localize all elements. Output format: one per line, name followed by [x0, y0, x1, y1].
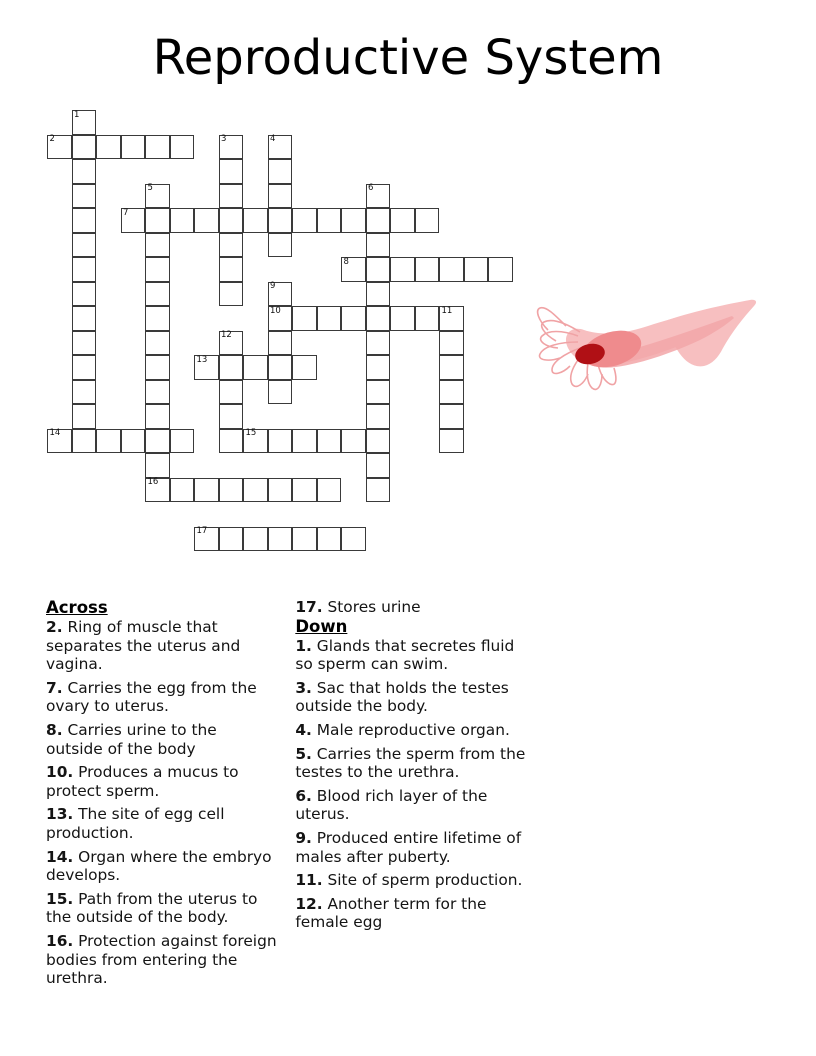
crossword-cell[interactable]: [317, 527, 342, 552]
crossword-cell[interactable]: [72, 233, 97, 258]
clue-across-14: [46, 848, 277, 885]
clue-text: Produced entire lifetime of males after puberty.: [295, 828, 522, 866]
crossword-cell[interactable]: [219, 478, 244, 503]
clue-down-12: [295, 895, 526, 932]
crossword-cell[interactable]: [170, 478, 195, 503]
crossword-cell[interactable]: [145, 208, 170, 233]
clue-text: Stores urine: [322, 598, 421, 616]
crossword-cell[interactable]: [243, 527, 268, 552]
across-heading: Across: [46, 598, 108, 617]
crossword-cell[interactable]: [72, 257, 97, 282]
crossword-cell[interactable]: [121, 208, 146, 233]
crossword-cell-number: 5: [147, 183, 153, 193]
crossword-cell[interactable]: [415, 257, 440, 282]
crossword-cell[interactable]: [72, 331, 97, 356]
crossword-cell-number: 13: [196, 354, 208, 365]
crossword-cell[interactable]: [268, 184, 293, 209]
clue-number: 12.: [295, 894, 323, 913]
crossword-cell[interactable]: [268, 282, 293, 307]
clues-container: [46, 598, 776, 998]
clue-text: Male reproductive organ.: [311, 720, 510, 739]
clue-number: 13.: [46, 805, 74, 824]
clue-across-2: [46, 618, 277, 674]
clue-text: Produces a mucus to protect sperm.: [46, 763, 239, 800]
crossword-cell[interactable]: [439, 306, 464, 331]
down-clue-list: [295, 637, 526, 932]
crossword-cell[interactable]: [268, 331, 293, 356]
crossword-cell[interactable]: [268, 135, 293, 160]
crossword-cell[interactable]: [72, 135, 97, 160]
clue-down-6: [295, 787, 526, 824]
crossword-cell[interactable]: [72, 404, 97, 429]
crossword-cell[interactable]: [219, 404, 244, 429]
crossword-cell-number: 11: [441, 305, 453, 316]
clue-text: Path from the uterus to the outside of the body.: [46, 889, 258, 927]
clue-number: 10.: [46, 763, 74, 782]
crossword-grid[interactable]: [47, 110, 527, 570]
crossword-cell[interactable]: [219, 135, 244, 160]
crossword-cell[interactable]: [243, 355, 268, 380]
crossword-cell[interactable]: [415, 306, 440, 331]
crossword-cell[interactable]: [390, 306, 415, 331]
clue-across-17: [295, 598, 526, 617]
clue-number: 7.: [46, 678, 63, 697]
clue-number: 11.: [295, 871, 323, 890]
crossword-cell[interactable]: [366, 404, 391, 429]
crossword-cell[interactable]: [219, 159, 244, 184]
crossword-cell[interactable]: [341, 527, 366, 552]
clue-number: 14.: [46, 847, 74, 866]
crossword-cell[interactable]: [488, 257, 513, 282]
clue-number: 8.: [46, 720, 63, 739]
clue-down-11: [295, 871, 526, 890]
page-title: Reproductive System: [152, 30, 664, 86]
crossword-cell[interactable]: [366, 478, 391, 503]
crossword-cell[interactable]: [219, 233, 244, 258]
clue-text: Blood rich layer of the uterus.: [295, 786, 488, 824]
clue-text: Another term for the female egg: [295, 894, 487, 932]
crossword-cell[interactable]: [145, 257, 170, 282]
crossword-cell[interactable]: [145, 429, 170, 454]
clue-text: Carries the sperm from the testes to the urethra.: [295, 744, 526, 782]
crossword-cell[interactable]: [268, 159, 293, 184]
crossword-cell[interactable]: [292, 478, 317, 503]
crossword-cell[interactable]: [170, 208, 195, 233]
crossword-cell[interactable]: [170, 429, 195, 454]
crossword-cell[interactable]: [268, 429, 293, 454]
crossword-cell[interactable]: [439, 257, 464, 282]
crossword-cell[interactable]: [96, 429, 121, 454]
crossword-cell[interactable]: [439, 331, 464, 356]
crossword-cell[interactable]: [317, 478, 342, 503]
crossword-cell[interactable]: [268, 527, 293, 552]
crossword-cell[interactable]: [145, 355, 170, 380]
crossword-cell[interactable]: [145, 184, 170, 209]
crossword-cell[interactable]: [145, 331, 170, 356]
clue-down-9: [295, 829, 526, 866]
clue-text: Organ where the embryo develops.: [46, 847, 272, 885]
crossword-cell[interactable]: [341, 306, 366, 331]
clue-down-1: [295, 637, 526, 674]
crossword-cell-number: 9: [270, 281, 276, 291]
clue-number: 16.: [46, 931, 74, 950]
crossword-cell[interactable]: [72, 429, 97, 454]
clue-text: Sac that holds the testes outside the body.: [295, 678, 509, 716]
crossword-cell-number: 14: [49, 428, 61, 438]
crossword-cell[interactable]: [268, 380, 293, 405]
crossword-cell-number: 4: [270, 134, 276, 144]
crossword-cell[interactable]: [145, 135, 170, 160]
crossword-cell[interactable]: [219, 184, 244, 209]
crossword-cell[interactable]: [439, 429, 464, 454]
crossword-cell[interactable]: [219, 208, 244, 233]
crossword-cell[interactable]: [366, 282, 391, 307]
crossword-cell-number: 15: [245, 428, 257, 438]
crossword-cell[interactable]: [243, 478, 268, 503]
crossword-cell[interactable]: [366, 184, 391, 209]
crossword-cell[interactable]: [390, 257, 415, 282]
crossword-cell-number: 6: [368, 183, 374, 193]
crossword-cell[interactable]: [219, 355, 244, 380]
clue-across-8: [46, 721, 277, 758]
crossword-cell[interactable]: [366, 233, 391, 258]
clue-number: 2.: [46, 618, 63, 636]
clue-down-4: [295, 721, 526, 740]
crossword-cell[interactable]: [341, 257, 366, 282]
clue-text: Site of sperm production.: [322, 871, 523, 890]
crossword-cell[interactable]: [366, 380, 391, 405]
ovary-fallopian-tube-illustration: [518, 292, 758, 397]
clue-across-16: [46, 932, 277, 988]
crossword-cell[interactable]: [366, 257, 391, 282]
crossword-cell-number: 7: [123, 207, 129, 218]
crossword-cell[interactable]: [268, 306, 293, 331]
crossword-cell[interactable]: [366, 453, 391, 478]
crossword-cell[interactable]: [72, 282, 97, 307]
crossword-cell-number: 17: [196, 526, 208, 536]
crossword-cell[interactable]: [194, 208, 219, 233]
crossword-cell[interactable]: [219, 282, 244, 307]
clue-number: 15.: [46, 889, 74, 908]
clue-number: 1.: [295, 636, 312, 655]
crossword-cell[interactable]: [317, 306, 342, 331]
crossword-cell[interactable]: [72, 208, 97, 233]
crossword-cell[interactable]: [72, 355, 97, 380]
crossword-cell[interactable]: [292, 208, 317, 233]
crossword-cell[interactable]: [72, 306, 97, 331]
crossword-cell[interactable]: [366, 355, 391, 380]
clue-across-7: [46, 679, 277, 716]
down-heading: Down: [295, 616, 348, 636]
crossword-cell[interactable]: [145, 282, 170, 307]
clue-text: Carries urine to the outside of the body: [46, 720, 217, 758]
clue-down-5: [295, 745, 526, 782]
crossword-cell[interactable]: [366, 208, 391, 233]
crossword-cell[interactable]: [439, 380, 464, 405]
crossword-cell[interactable]: [268, 233, 293, 258]
crossword-cell[interactable]: [292, 527, 317, 552]
crossword-cell[interactable]: [219, 380, 244, 405]
crossword-cell[interactable]: [219, 527, 244, 552]
crossword-cell[interactable]: [366, 306, 391, 331]
crossword-cell-number: 12: [221, 330, 232, 340]
crossword-cell[interactable]: [317, 429, 342, 454]
crossword-cell[interactable]: [317, 208, 342, 233]
crossword-cell[interactable]: [121, 429, 146, 454]
crossword-cell[interactable]: [72, 380, 97, 405]
crossword-cell[interactable]: [243, 208, 268, 233]
crossword-cell[interactable]: [341, 208, 366, 233]
crossword-cell[interactable]: [219, 257, 244, 282]
clue-down-3: [295, 679, 526, 716]
crossword-cell[interactable]: [72, 159, 97, 184]
crossword-cell-number: 16: [147, 477, 159, 487]
crossword-cell[interactable]: [219, 429, 244, 454]
crossword-cell[interactable]: [292, 429, 317, 454]
crossword-cell[interactable]: [439, 404, 464, 429]
crossword-cell[interactable]: [96, 135, 121, 160]
crossword-cell-number: 1: [74, 109, 80, 120]
crossword-cell[interactable]: [145, 404, 170, 429]
clue-across-13: [46, 805, 277, 842]
crossword-cell[interactable]: [390, 208, 415, 233]
crossword-cell[interactable]: [145, 233, 170, 258]
crossword-cell[interactable]: [292, 355, 317, 380]
crossword-cell[interactable]: [121, 135, 146, 160]
clue-text: Glands that secretes fluid so sperm can swim.: [295, 636, 515, 674]
crossword-cell[interactable]: [194, 527, 219, 552]
crossword-cell[interactable]: [341, 429, 366, 454]
crossword-cell[interactable]: [145, 380, 170, 405]
crossword-cell-number: 10: [270, 305, 281, 316]
crossword-cell[interactable]: [194, 355, 219, 380]
clue-across-15: [46, 890, 277, 927]
crossword-cell[interactable]: [170, 135, 195, 160]
crossword-cell[interactable]: [268, 478, 293, 503]
clue-text: The site of egg cell production.: [46, 805, 225, 842]
crossword-cell-number: 3: [221, 134, 227, 144]
crossword-cell[interactable]: [145, 453, 170, 478]
crossword-cell[interactable]: [243, 429, 268, 454]
crossword-cell[interactable]: [194, 478, 219, 503]
crossword-cell[interactable]: [145, 306, 170, 331]
clue-number: 9.: [295, 828, 312, 847]
clue-number: 4.: [295, 720, 312, 739]
crossword-cell[interactable]: [415, 208, 440, 233]
crossword-cell[interactable]: [439, 355, 464, 380]
crossword-cell-number: 2: [49, 134, 55, 144]
clue-text: Ring of muscle that separates the uterus and vagina.: [46, 618, 241, 674]
crossword-cell-number: 8: [343, 256, 349, 267]
clue-number: 3.: [295, 678, 312, 697]
crossword-cell[interactable]: [72, 110, 97, 135]
clue-number: 6.: [295, 786, 312, 805]
crossword-cell[interactable]: [366, 429, 391, 454]
crossword-cell[interactable]: [72, 184, 97, 209]
crossword-cell[interactable]: [366, 331, 391, 356]
clue-text: Carries the egg from the ovary to uterus.: [46, 678, 257, 716]
clue-text: Protection against foreign bodies from entering the urethra.: [46, 931, 277, 988]
crossword-cell[interactable]: [219, 331, 244, 356]
crossword-cell[interactable]: [464, 257, 489, 282]
crossword-cell[interactable]: [268, 355, 293, 380]
crossword-cell[interactable]: [145, 478, 170, 503]
clue-number: 5.: [295, 744, 312, 763]
crossword-cell[interactable]: [47, 429, 72, 454]
crossword-cell[interactable]: [292, 306, 317, 331]
clue-across-10: [46, 763, 277, 800]
crossword-cell[interactable]: [268, 208, 293, 233]
crossword-cell[interactable]: [47, 135, 72, 160]
clue-number: 17.: [295, 598, 323, 616]
